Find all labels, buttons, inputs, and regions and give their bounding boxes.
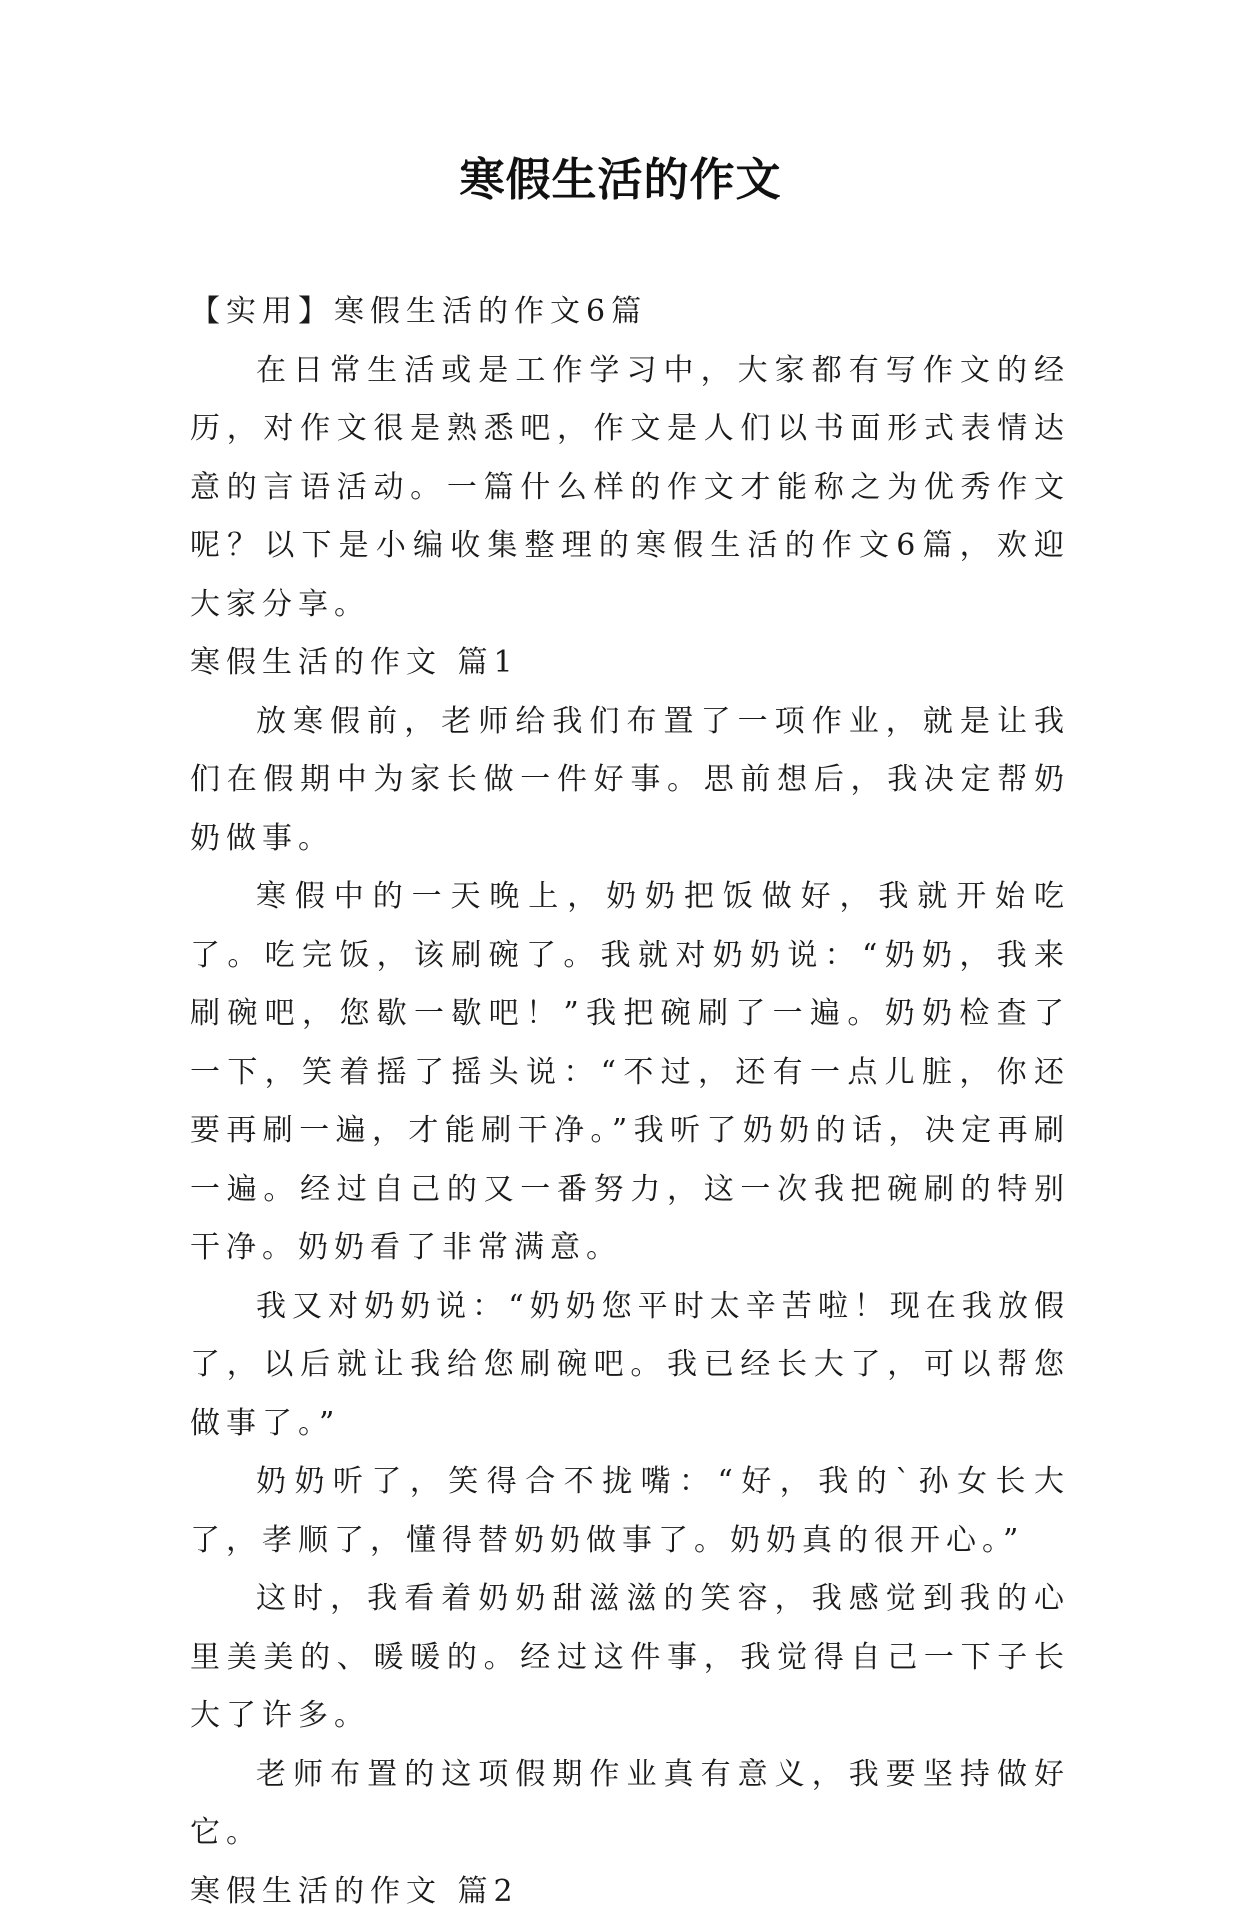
body-paragraph: 寒假中的一天晚上，奶奶把饭做好，我就开始吃了。吃完饭，该刷碗了。我就对奶奶说：“奶奶，我来刷碗吧，您歇一歇吧！”我把碗刷了一遍。奶奶检查了一下，笑着摇了摇头说：“不过，还有一点儿脏，你还要再刷一遍，才能刷干净。”我听了奶奶的话，决定再刷一遍。经过自己的又一番努力，这一次我把碗刷的特别干净。奶奶看了非常满意。 — [190, 868, 1070, 1278]
body-paragraph: 放寒假前，老师给我们布置了一项作业，就是让我们在假期中为家长做一件好事。思前想后，我决定帮奶奶做事。 — [190, 693, 1070, 869]
document-title: 寒假生活的作文 — [0, 150, 1241, 210]
body-paragraph: 老师布置的这项假期作业真有意义，我要坚持做好它。 — [190, 1746, 1070, 1863]
body-paragraph: 奶奶听了，笑得合不拢嘴：“好，我的`孙女长大了，孝顺了，懂得替奶奶做事了。奶奶真的很开心。” — [190, 1453, 1070, 1570]
document-body — [190, 283, 1070, 1921]
body-paragraph: 这时，我看着奶奶甜滋滋的笑容，我感觉到我的心里美美的、暖暖的。经过这件事，我觉得自己一下子长大了许多。 — [190, 1570, 1070, 1746]
section-heading-1: 寒假生活的作文 篇1 — [190, 634, 1070, 693]
body-paragraph: 我又对奶奶说：“奶奶您平时太辛苦啦！现在我放假了，以后就让我给您刷碗吧。我已经长大了，可以帮您做事了。” — [190, 1278, 1070, 1454]
section-heading-2: 寒假生活的作文 篇2 — [190, 1863, 1070, 1921]
intro-paragraph: 在日常生活或是工作学习中，大家都有写作文的经历，对作文很是熟悉吧，作文是人们以书面形式表情达意的言语活动。一篇什么样的作文才能称之为优秀作文呢？以下是小编收集整理的寒假生活的作文6篇，欢迎大家分享。 — [190, 342, 1070, 635]
document-subtitle: 【实用】寒假生活的作文6篇 — [190, 283, 1070, 342]
